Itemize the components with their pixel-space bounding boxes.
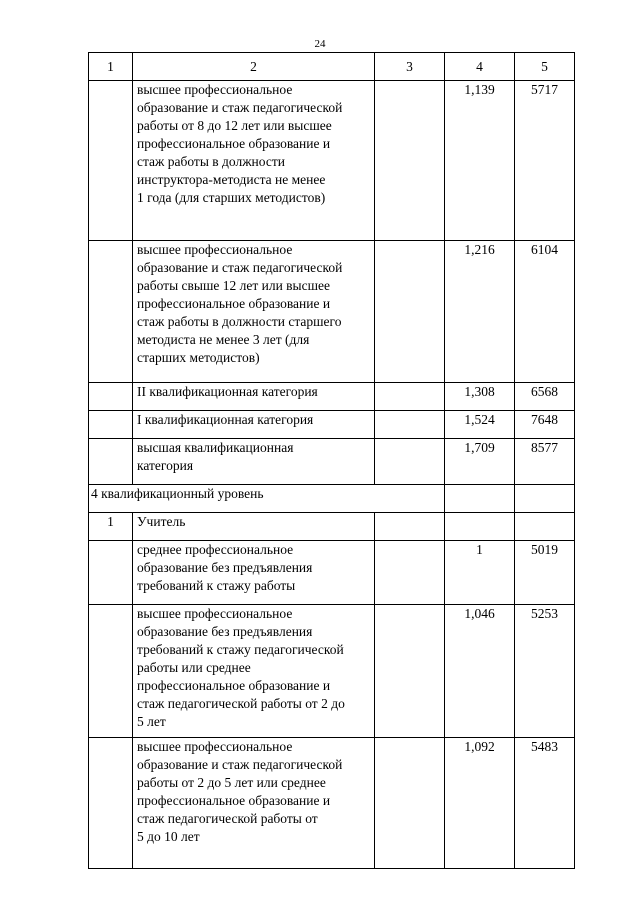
coefficient-cell [445, 485, 515, 513]
text-line: стаж работы в должности старшего [137, 314, 342, 329]
row-number: 1 [89, 513, 133, 541]
qualification-text [133, 81, 375, 241]
text-line: I квалификационная категория [137, 412, 314, 427]
coefficient-cell: 1,308 [445, 383, 515, 411]
qualification-text [133, 605, 375, 738]
section-row [89, 485, 575, 513]
table-row [89, 439, 575, 485]
text-line: высшее профессиональное [137, 739, 293, 754]
row-number [89, 81, 133, 241]
text-line: работы от 8 до 12 лет или высшее [137, 118, 332, 133]
col3-cell [375, 81, 445, 241]
text-line: требований к стажу педагогической [137, 642, 344, 657]
text-line: высшее профессиональное [137, 606, 293, 621]
text-line: профессиональное образование и [137, 793, 331, 808]
salary-cell: 7648 [515, 411, 575, 439]
header-col-1: 1 [89, 53, 133, 81]
text-line: 5 лет [137, 714, 166, 729]
text-line: методиста не менее 3 лет (для [137, 332, 310, 347]
text-line: II квалификационная категория [137, 384, 318, 399]
col3-cell [375, 241, 445, 383]
col3-cell [375, 605, 445, 738]
text-line: профессиональное образование и [137, 136, 331, 151]
table-row [89, 241, 575, 383]
salary-table [88, 52, 575, 869]
page-number: 24 [314, 38, 326, 50]
salary-cell: 5717 [515, 81, 575, 241]
table-row [89, 605, 575, 738]
col3-cell [375, 738, 445, 869]
row-number [89, 383, 133, 411]
coefficient-cell: 1,709 [445, 439, 515, 485]
salary-cell: 5253 [515, 605, 575, 738]
col3-cell [375, 541, 445, 605]
row-number [89, 439, 133, 485]
header-col-4: 4 [445, 53, 515, 81]
text-line: старших методистов) [137, 350, 260, 365]
salary-cell [515, 485, 575, 513]
table-row [89, 738, 575, 869]
qualification-text [133, 411, 375, 439]
col3-cell [375, 513, 445, 541]
table-row [89, 541, 575, 605]
row-number [89, 738, 133, 869]
text-line: 5 до 10 лет [137, 829, 200, 844]
section-title: 4 квалификационный уровень [89, 485, 445, 513]
salary-cell: 6104 [515, 241, 575, 383]
text-line: высшее профессиональное [137, 242, 293, 257]
table-header-row [89, 53, 575, 81]
coefficient-cell: 1,092 [445, 738, 515, 869]
qualification-text [133, 439, 375, 485]
row-number [89, 411, 133, 439]
row-number [89, 605, 133, 738]
header-col-3: 3 [375, 53, 445, 81]
coefficient-cell: 1,139 [445, 81, 515, 241]
position-title [133, 513, 375, 541]
text-line: работы или среднее [137, 660, 251, 675]
coefficient-cell: 1 [445, 541, 515, 605]
text-line: работы свыше 12 лет или высшее [137, 278, 330, 293]
table-row [89, 411, 575, 439]
col3-cell [375, 439, 445, 485]
col3-cell [375, 383, 445, 411]
coefficient-cell: 1,216 [445, 241, 515, 383]
salary-cell: 5483 [515, 738, 575, 869]
row-number [89, 241, 133, 383]
text-line: высшее профессиональное [137, 82, 293, 97]
salary-cell: 6568 [515, 383, 575, 411]
text-line: стаж педагогической работы от 2 до [137, 696, 345, 711]
coefficient-cell: 1,524 [445, 411, 515, 439]
table-row [89, 513, 575, 541]
row-number [89, 541, 133, 605]
qualification-text [133, 241, 375, 383]
col3-cell [375, 411, 445, 439]
text-line: профессиональное образование и [137, 678, 331, 693]
coefficient-cell: 1,046 [445, 605, 515, 738]
text-line: образование без предъявления [137, 624, 313, 639]
text-line: стаж работы в должности [137, 154, 285, 169]
salary-cell: 8577 [515, 439, 575, 485]
text-line: инструктора-методиста не менее [137, 172, 326, 187]
qualification-text [133, 383, 375, 411]
salary-cell: 5019 [515, 541, 575, 605]
text-line: профессиональное образование и [137, 296, 331, 311]
text-line: 1 года (для старших методистов) [137, 190, 326, 205]
text-line: категория [137, 458, 194, 473]
text-line: образование и стаж педагогической [137, 260, 343, 275]
text-line: высшая квалификационная [137, 440, 294, 455]
text-line: требований к стажу работы [137, 578, 296, 593]
table-row [89, 383, 575, 411]
text-line: образование без предъявления [137, 560, 313, 575]
text-line: Учитель [137, 514, 186, 529]
qualification-text [133, 541, 375, 605]
text-line: образование и стаж педагогической [137, 757, 343, 772]
text-line: среднее профессиональное [137, 542, 294, 557]
qualification-text [133, 738, 375, 869]
coefficient-cell [445, 513, 515, 541]
header-col-2: 2 [133, 53, 375, 81]
table-row [89, 81, 575, 241]
salary-cell [515, 513, 575, 541]
text-line: образование и стаж педагогической [137, 100, 343, 115]
header-col-5: 5 [515, 53, 575, 81]
text-line: работы от 2 до 5 лет или среднее [137, 775, 326, 790]
text-line: стаж педагогической работы от [137, 811, 318, 826]
